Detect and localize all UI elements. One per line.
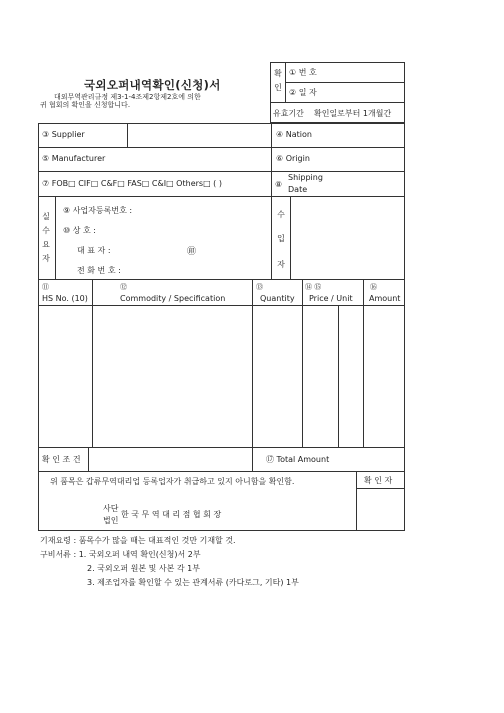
- seal-icon: ㊞: [187, 247, 197, 257]
- shipping-line1: Shipping: [288, 173, 323, 182]
- corporation-line2: 법인: [103, 516, 119, 525]
- col-hs-label: HS No. (10): [42, 294, 88, 303]
- corporation-line1: 사단: [103, 504, 119, 513]
- business-reg-number: ⑨ 사업자등록번호 :: [63, 206, 133, 215]
- origin-label: ⑥ Origin: [276, 154, 310, 163]
- col-quantity-label: Quantity: [260, 294, 295, 303]
- attachment-2: 2. 국외오퍼 원본 및 사본 각 1부: [87, 564, 200, 573]
- shipping-line2: Date: [288, 185, 308, 194]
- confirm-statement: 위 품목은 갑류무역대리업 등록업자가 취급하고 있지 아니함을 확인함.: [50, 477, 295, 486]
- attachments-label: 구비서류 : 1. 국외오퍼 내역 확인(신청)서 2부: [40, 550, 201, 559]
- supplier-label: ③ Supplier: [42, 130, 85, 139]
- date-label: ② 일 자: [289, 88, 317, 97]
- representative: 대 표 자 :: [77, 246, 111, 255]
- col-amount-label: Amount: [369, 294, 401, 303]
- nation-label: ④ Nation: [276, 130, 312, 139]
- demander-vertical-2: 수: [42, 226, 50, 235]
- confirmer-label: 확 인 자: [364, 476, 393, 485]
- confirm-vertical-1: 확: [274, 69, 282, 78]
- col-amount-number: ⑯: [370, 283, 377, 291]
- company-name: ⑩ 상 호 :: [63, 226, 96, 235]
- col-price-number: ⑭ ⑮: [305, 283, 322, 291]
- col-price-label: Price / Unit: [309, 294, 353, 303]
- association-name: 한 국 무 역 대 리 점 협 회 장: [121, 510, 222, 519]
- col-commodity-number: ⑫: [120, 283, 127, 291]
- form-title: 국외오퍼내역확인(신청)서: [84, 78, 221, 92]
- total-amount-label: ⑰ Total Amount: [266, 455, 330, 464]
- importer-vertical-2: 입: [277, 234, 285, 243]
- subtitle-line2: 귀 협회의 확인을 신청합니다.: [40, 101, 131, 109]
- manufacturer-label: ⑤ Manufacturer: [42, 154, 106, 163]
- demander-vertical-3: 요: [42, 240, 50, 249]
- instruction-note: 기재요령 : 품목수가 많을 때는 대표적인 것만 기재할 것.: [40, 536, 236, 545]
- col-commodity-label: Commodity / Specification: [120, 294, 226, 303]
- number-label: ① 번 호: [289, 68, 317, 77]
- attachment-3: 3. 제조업자를 확인할 수 있는 관계서류 (카다로그, 기타) 1부: [87, 578, 299, 587]
- subtitle-line1: 대외무역관리규정 제3-1-4조제2항제2호에 의한: [54, 93, 201, 101]
- shipping-number: ⑧: [275, 180, 283, 189]
- validity-value: 확인일로부터 1개월간: [314, 109, 392, 118]
- col-hs-number: ⑪: [42, 283, 49, 291]
- importer-vertical-3: 자: [277, 260, 285, 269]
- col-quantity-number: ⑬: [256, 283, 263, 291]
- price-terms-checkboxes: ⑦ FOB□ CIF□ C&F□ FAS□ C&I□ Others□ ( ): [42, 179, 222, 188]
- phone-number: 전 화 번 호 :: [77, 266, 121, 275]
- validity-label: 유효기간: [273, 109, 304, 118]
- importer-vertical-1: 수: [277, 210, 285, 219]
- demander-vertical-4: 자: [42, 254, 50, 263]
- demander-vertical-1: 실: [42, 212, 50, 221]
- confirm-vertical-2: 인: [274, 83, 282, 92]
- confirm-conditions-label: 확 인 조 건: [42, 455, 81, 464]
